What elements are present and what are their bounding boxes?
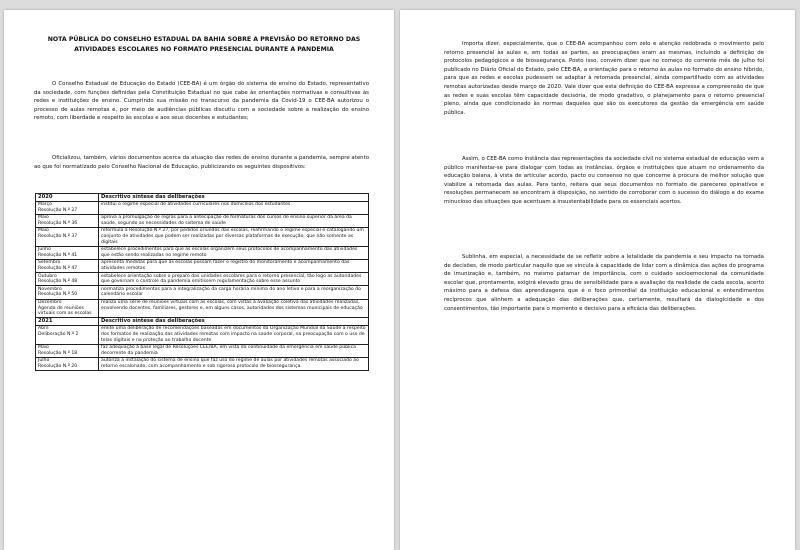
document-page-1	[4, 10, 394, 550]
table-row	[36, 214, 369, 227]
row-description-cell: aprova a promulgação de regras para a antecipação de formaturas dos cursos de ensino superior da área da saúde, segundo as necessidades do sistema de saúde	[99, 214, 369, 227]
paragraph-hybrid-return	[444, 40, 764, 117]
year-cell: 2021	[36, 318, 99, 326]
row-label-cell: Junho Resolução N.º 41	[36, 246, 99, 259]
year-cell: 2020	[36, 194, 99, 202]
table-row	[36, 201, 369, 214]
row-label-cell: Novembro Resolução N.º 50	[36, 286, 99, 299]
row-description-cell: emite uma deliberação de recomendações baseadas em documentos da Organização Mundial da Saúde a respeito dos formatos de realização das atividades remotas com impacto na saúde corporal, na preocupação com o uso de telas digitais e na proteção ao trabalho docente	[99, 325, 369, 344]
row-description-cell: estabelece orientação sobre o preparo das unidades escolares para o retorno presencial, tão logo as autoridades que governam o controle da pandemia emitissem regulamentação sobre esse assunto	[99, 273, 369, 286]
row-label-cell: Maio Resolução N.º 18	[36, 344, 99, 357]
row-description-cell: estabelece procedimentos para que as escolas organizem seus protocolos de acompanhamento das atividades que estão sendo realizadas no regime remoto	[99, 246, 369, 259]
row-description-cell: apresenta medidas para que as escolas possam fazer o registro do monitoramento e acompanhamento das atividades remotas	[99, 259, 369, 272]
table-row	[36, 273, 369, 286]
table-row	[36, 357, 369, 370]
row-label-cell: Março Resolução N.º 27	[36, 201, 99, 214]
table-row	[36, 246, 369, 259]
row-description-cell: normatiza procedimentos para a integralização da carga horária mínima do ano letivo e para a reorganização do calendário escolar	[99, 286, 369, 299]
row-label-cell: Julho Resolução N.º 20	[36, 357, 99, 370]
column-header-cell: Descritivo síntese das deliberações	[99, 194, 369, 202]
row-description-cell: reformula a Resolução N.º 27, por pedidos oriundos das escolas, reafirmando o regime especial e catalogando um conjunto de atividades que podem ser realizadas por diversas plataformas de execução, que não somente as digitais	[99, 227, 369, 246]
row-description-cell: realiza uma série de reuniões virtuais com as escolas, com vistas à avaliação coletiva das atividades realizadas, envolvendo docentes, familiares, gestores e, em alguns casos, autoridades dos sistemas municipais de educação	[99, 299, 369, 318]
row-label-cell: Maio Resolução N.º 36	[36, 214, 99, 227]
table-year-header	[36, 194, 369, 202]
document-title: NOTA PÚBLICA DO CONSELHO ESTADUAL DA BAHIA SOBRE A PREVISÃO DO RETORNO DAS ATIVIDADES ESCOLARES NO FORMATO PRESENCIAL DURANTE A PANDEMIA	[47, 36, 361, 53]
paragraph-dialogue-text: Assim, o CEE-BA como instância das representações da sociedade civil no sistema estadual de educação vem a público manifestar-se para dialogar com todas as instâncias, órgãos e instituições que atuam no ordenamento da educação baiana, à vista de articular acordo, pacto ou consenso no que concerne à procura de melhor solução que viabilize a retomada das aulas. Para tanto, reitera que seus documentos no formato de pareceres opinativos e resoluções permanecem se encontram à disposição, no sentido de corroborar com o sucesso do diálogo e do exame minucioso das situações que acentuam a insustentabilidade para os essenciais acertos.	[444, 156, 764, 205]
table-year-header	[36, 318, 369, 326]
row-label-cell: Outubro Resolução N.º 48	[36, 273, 99, 286]
table-row	[36, 227, 369, 246]
paragraph-documents-text: Oficializou, também, vários documentos acerca da atuação das redes de ensino durante a pandemia, sempre atento ao que foi normatizado pelo Conselho Nacional de Educação, publicizando os seguintes dispositivos:	[34, 155, 369, 170]
table-row	[36, 344, 369, 357]
row-label-cell: Setembro Resolução N.º 47	[36, 259, 99, 272]
column-header-cell: Descritivo síntese das deliberações	[99, 318, 369, 326]
table-row	[36, 325, 369, 344]
paragraph-intro	[34, 80, 369, 123]
paragraph-pandemic-letality	[444, 253, 764, 313]
row-description-cell: faz adequação à base legal de Resoluções CEE/BA, em vista da continuidade da emergência em saúde pública decorrente da pandemia	[99, 344, 369, 357]
table-row	[36, 299, 369, 318]
paragraph-documents	[34, 154, 369, 171]
paragraph-hybrid-return-text: Importa dizer, especialmente, que o CEE-BA acompanhou com zelo e atenção redobrada o movimento pelo retorno presencial às aulas e, em todas as partes, as preocupações eram as mesmas, incluindo a definição de protocolos pedagógicos e de biossegurança. Posto isso, convém dizer que no começo do corrente mês de julho foi publicado no Diário Oficial do Estado, pelo CEE-BA, a orientação para o retorno às aulas no formato do ensino híbrido, para que as redes e escolas pudessem se adaptar à retomada presencial, ainda compartilhado com as atividades remotas autorizadas desde março de 2020. Vale dizer que esta definição do CEE-BA expressa a compreensão de que as redes e suas escolas têm capacidade decisória, de modo gradativo, o planejamento para o retorno presencial pleno, ainda que condicionado às normas daqueles que são os executores da gestão da emergência em saúde pública.	[444, 41, 764, 116]
table-row	[36, 286, 369, 299]
document-page-2	[400, 10, 795, 550]
deliberations-table	[35, 193, 369, 371]
table-row	[36, 259, 369, 272]
row-label-cell: Abril Deliberação N.º 2	[36, 325, 99, 344]
row-description-cell: autoriza a instalação do sistema de ensino que faz uso do regime de aulas por atividades remotas associado ao retorno escalonado, com acompanhamento e sob rigoroso protocolo de biossegurança.	[99, 357, 369, 370]
paragraph-dialogue	[444, 155, 764, 207]
row-description-cell: institui o regime especial de atividades curriculares nos domicílios dos estudantes	[99, 201, 369, 214]
row-label-cell: Dezembro Agenda de reuniões virtuais com as escolas	[36, 299, 99, 318]
row-label-cell: Maio Resolução N.º 37	[36, 227, 99, 246]
paragraph-intro-text: O Conselho Estadual de Educação do Estado (CEE-BA) é um órgão do sistema de ensino do Estado, representativo da sociedade, com funções definidas pela Constituição Estadual no que cabe às orientações normativas e consultivas às redes e instituições de ensino. Cumprindo sua missão no transcurso da pandemia da Covid-19 o CEE-BA autorizou o processo de aulas remotas e, por meio de audiências públicas discutiu com a sociedade sobre a realização do ensino remoto, com liberdade e respeito às escolas e aos seus docentes e estudantes;	[34, 81, 369, 122]
paragraph-pandemic-letality-text: Sublinha, em especial, a necessidade de se refletir sobre a letalidade da pandemia e seu impacto na tomada de decisões, de modo particular naquilo que se vincula à capacidade de lidar com a dinâmica das ações do programa de imunização e, também, no mesmo patamar de importância, com o cuidado socioemocional da comunidade escolar que, prontamente, exigirá elevado grau de sensibilidade para a avaliação da realidade de cada escola, acerto máximo para a defesa das aprendizagens que é o foco primordial da instituição educacional e entendimentos recíprocos que alinhem a adequação das deliberações que, certamente, resultará da dialogicidade e dos consentimentos, tão importante para o momento e decisivo para a eficácia das deliberações.	[444, 254, 764, 312]
